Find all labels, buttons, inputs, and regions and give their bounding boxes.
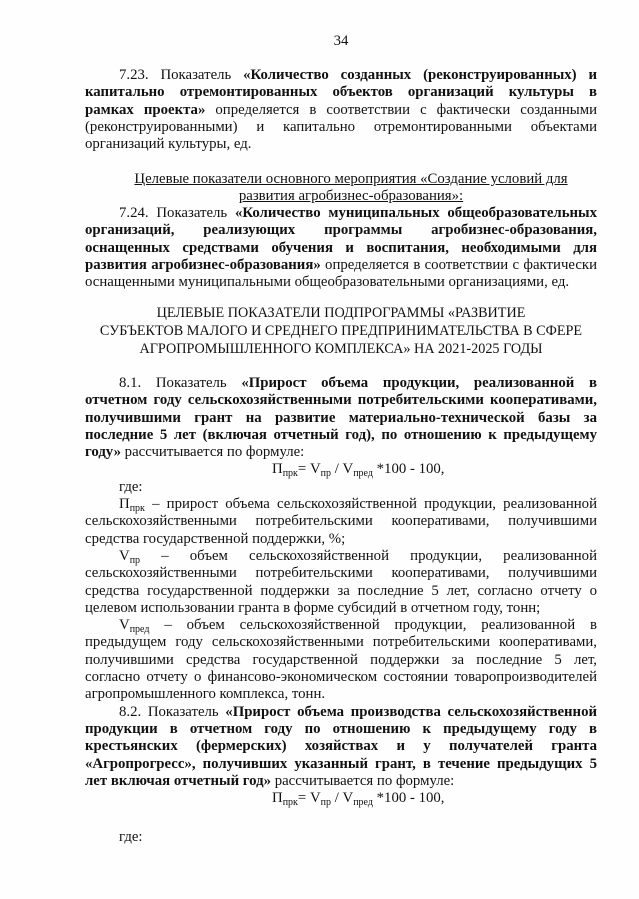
bold-text-run: развития агробизнес-образования»: [85, 256, 321, 273]
formula-operator: =: [297, 790, 310, 807]
paragraph-line: [85, 84, 597, 101]
paragraph-line: [85, 375, 597, 392]
definition-line: [85, 496, 597, 513]
definition-line: получившими средства государственной поддержки за последние 5 лет,: [85, 651, 597, 668]
text-run: – прирост объема сельскохозяйственной продукции, реализованной: [144, 496, 597, 513]
subscript: пр: [320, 468, 331, 480]
bold-text-run: лет включая отчетный год»: [85, 772, 272, 789]
definition-line: средства государственной поддержки, %;: [85, 530, 346, 547]
paragraph-7-23: [85, 67, 597, 153]
formula-symbol: V: [119, 547, 130, 564]
formula-symbol: V: [119, 617, 130, 634]
formula-operator: /: [331, 790, 343, 807]
subscript: пред: [353, 797, 373, 809]
subscript: прк: [129, 503, 145, 515]
paragraph-line: [85, 274, 597, 291]
where-block-8-2: [85, 829, 597, 846]
paragraph-line: [85, 704, 597, 721]
bold-text-run: крестьянских (фермерских) хозяйствах и у получателей гранта: [85, 738, 597, 755]
definition-p-prk: [85, 496, 597, 548]
bold-text-run: продукции в отчетном году по отношению к предыдущему году в: [85, 720, 597, 737]
formula-symbol: V: [309, 790, 321, 807]
subprogram-heading: [85, 304, 597, 358]
paragraph-line: [85, 444, 597, 461]
definition-line: агропромышленного комплекса, тонн.: [85, 686, 326, 703]
section-8: [85, 375, 597, 807]
main-event-heading: [85, 171, 597, 206]
paragraph-line: [85, 721, 597, 738]
paragraph-line: [85, 427, 597, 444]
definition-line: целевом использовании гранта в форме субсидий в отчетном году, тонн;: [85, 599, 541, 616]
bold-text-run: «Агропрогресс», получивших указанный грант, в течение предыдущих 5: [85, 755, 597, 772]
paragraph-line: [85, 205, 597, 222]
subscript: прк: [282, 468, 298, 480]
bold-text-run: рамках проекта»: [85, 101, 206, 118]
subscript: пр: [320, 797, 331, 809]
formula-operator: =: [297, 461, 310, 478]
text-run: 8.1. Показатель: [119, 375, 242, 391]
heading-line: СУБЪЕКТОВ МАЛОГО И СРЕДНЕГО ПРЕДПРИНИМАТЕЛЬСТВА В СФЕРЕ: [99, 323, 583, 339]
text-run: определяется в соответствии с фактически: [320, 256, 597, 273]
bold-text-run: «Количество муниципальных общеобразовательных: [234, 205, 597, 221]
text-run: – объем сельскохозяйственной продукции, реализованной: [140, 547, 597, 564]
heading-line: АГРОПРОМЫШЛЕННОГО КОМПЛЕКСА» НА 2021-2025 ГОДЫ: [139, 341, 543, 357]
paragraph-line: [85, 240, 597, 257]
bold-text-run: оснащенных средствами обучения и воспитания, необходимыми для: [85, 239, 597, 256]
subscript: прк: [282, 797, 298, 809]
where-label: где:: [119, 829, 143, 845]
text-run: (реконструированными) и капитально отремонтированными объектами: [85, 118, 597, 135]
definition-v-pr: [85, 548, 597, 617]
heading-line: развития агробизнес-образования»:: [238, 188, 464, 205]
where-label: где:: [119, 478, 143, 495]
paragraph-line: [85, 756, 597, 773]
paragraph-line: [85, 738, 597, 755]
text-run: 8.2. Показатель: [119, 703, 226, 720]
heading-line: Целевые показатели основного мероприятия «Создание условий для: [134, 171, 568, 187]
formula-symbol: П: [119, 496, 130, 513]
paragraph-line: [85, 773, 597, 790]
paragraph-line: [85, 119, 597, 136]
definition-line: согласно отчету о финансово-экономическом состоянии товаропроизводителей: [85, 669, 597, 686]
paragraph-line: [85, 102, 597, 119]
formula-tail: *100 - 100,: [372, 461, 445, 478]
bold-text-run: последние 5 лет (включая отчетный год), по отношению к предыдущему: [85, 426, 597, 443]
definition-v-pred: [85, 617, 597, 703]
bold-text-run: капитально отремонтированных объектов организаций культуры в: [85, 84, 597, 101]
bold-text-run: «Прирост объема продукции, реализованной в: [241, 375, 597, 391]
bold-text-run: «Прирост объема производства сельскохозяйственной: [225, 703, 597, 720]
formula-symbol: П: [272, 461, 283, 478]
formula-symbol: V: [309, 461, 321, 478]
paragraph-line: [85, 410, 597, 427]
formula-8-1: [85, 461, 597, 478]
paragraph-line: [85, 67, 597, 84]
definition-line: [85, 548, 597, 565]
text-run: определяется в соответствии с фактически созданными: [205, 101, 598, 118]
text-run: оснащенными муниципальными общеобразовательными организациями, ед.: [85, 274, 570, 291]
definition-line: сельскохозяйственными потребительскими кооперативами, получившими: [85, 565, 597, 582]
definition-line: сельскохозяйственными потребительскими кооперативами, получившими: [85, 513, 597, 530]
formula-8-2: [85, 790, 597, 807]
paragraph-line: [85, 136, 597, 153]
paragraph-7-24: [85, 205, 597, 291]
definition-line: [85, 617, 597, 634]
heading-line: ЦЕЛЕВЫЕ ПОКАЗАТЕЛИ ПОДПРОГРАММЫ «РАЗВИТИЕ: [156, 305, 526, 321]
text-run: 7.24. Показатель: [119, 205, 235, 221]
text-run: – объем сельскохозяйственной продукции, реализованной в: [149, 617, 597, 634]
page-number: 34: [333, 33, 349, 49]
text-run: организаций культуры, ед.: [85, 136, 252, 153]
text-run: 7.23. Показатель: [119, 67, 244, 83]
subscript: пр: [129, 554, 141, 566]
subscript: пред: [129, 624, 150, 636]
text-run: рассчитывается по формуле:: [271, 772, 455, 789]
bold-text-run: получившими грант на развитие материально-технической базы за: [85, 409, 597, 426]
formula-operator: /: [331, 461, 343, 478]
bold-text-run: году»: [85, 444, 121, 461]
definition-line: предыдущем году сельскохозяйственными потребительскими кооперативами,: [85, 634, 597, 651]
bold-text-run: отчетном году сельскохозяйственными потребительскими кооперативами,: [85, 392, 597, 409]
paragraph-8-2: [85, 704, 597, 790]
formula-symbol: П: [272, 790, 283, 807]
formula-symbol: V: [342, 461, 354, 478]
subscript: пред: [353, 468, 373, 480]
paragraph-8-1: [85, 375, 597, 461]
bold-text-run: организаций, реализующих программы агробизнес-образования,: [85, 222, 597, 239]
bold-text-run: «Количество созданных (реконструированных) и: [243, 67, 597, 83]
paragraph-line: [85, 257, 597, 274]
definition-line: средства государственной поддержки за последние 5 лет, согласно отчету о: [85, 582, 597, 599]
text-run: рассчитывается по формуле:: [120, 444, 305, 461]
formula-tail: *100 - 100,: [372, 790, 445, 807]
paragraph-line: [85, 392, 597, 409]
paragraph-line: [85, 222, 597, 239]
formula-symbol: V: [342, 790, 354, 807]
